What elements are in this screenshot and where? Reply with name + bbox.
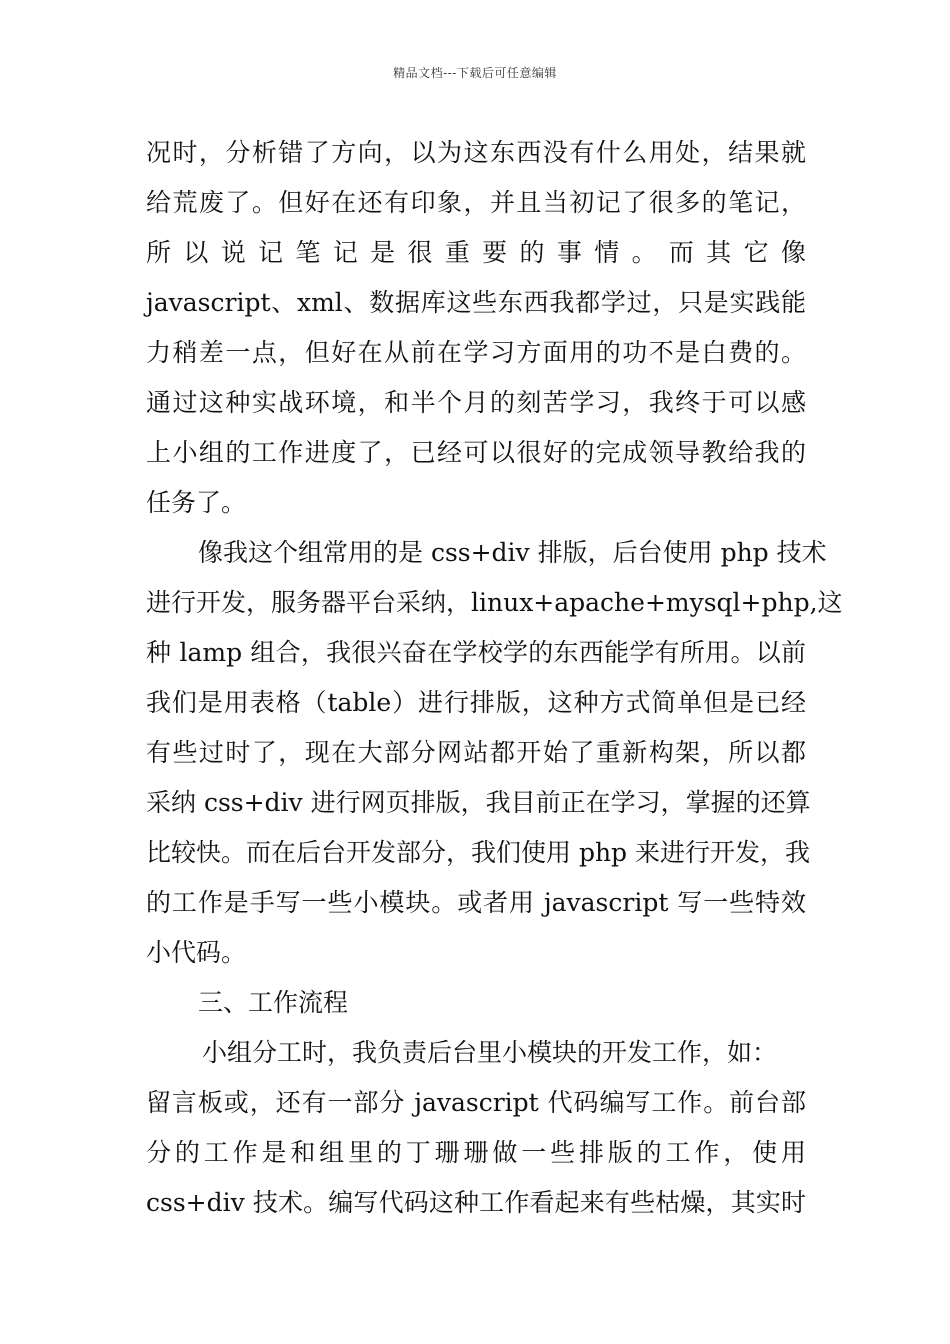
text-line: 我们是用表格（table）进行排版，这种方式简单但是已经 (146, 688, 806, 717)
text-line: 力稍差一点，但好在从前在学习方面用的功不是白费的。 (146, 338, 806, 367)
text-line: 任务了。 (146, 488, 247, 517)
paragraph-start-line: 小组分工时，我负责后台里小模块的开发工作，如： (202, 1038, 778, 1067)
text-line: 进行开发，服务器平台采纳，linux+apache+mysql+php,这 (146, 588, 843, 617)
paragraph-start-line: 像我这个组常用的是 css+div 排版，后台使用 php 技术 (198, 538, 827, 567)
text-line: 给荒废了。但好在还有印象，并且当初记了很多的笔记， (146, 188, 806, 217)
document-body (146, 128, 843, 1228)
text-line: javascript、xml、数据库这些东西我都学过，只是实践能 (146, 288, 806, 317)
text-line: 所以说记笔记是很重要的事情。而其它像 (146, 238, 806, 267)
page-header: 精品文档---下载后可任意编辑 (393, 66, 557, 80)
text-line: 有些过时了，现在大部分网站都开始了重新构架，所以都 (146, 738, 806, 767)
section-heading: 三、工作流程 (198, 988, 349, 1017)
text-line: 上小组的工作进度了，已经可以很好的完成领导教给我的 (146, 438, 806, 467)
text-line: 比较快。而在后台开发部分，我们使用 php 来进行开发，我 (146, 838, 811, 867)
text-line: 况时，分析错了方向，以为这东西没有什么用处，结果就 (146, 138, 806, 167)
text-line: 种 lamp 组合，我很兴奋在学校学的东西能学有所用。以前 (146, 638, 806, 667)
text-line: css+div 技术。编写代码这种工作看起来有些枯燥，其实时 (146, 1188, 806, 1217)
text-line: 小代码。 (146, 938, 247, 967)
text-line: 留言板或，还有一部分 javascript 代码编写工作。前台部 (146, 1088, 806, 1117)
text-line: 通过这种实战环境，和半个月的刻苦学习，我终于可以感 (146, 388, 806, 417)
text-line: 分的工作是和组里的丁珊珊做一些排版的工作，使用 (146, 1138, 806, 1167)
text-line: 采纳 css+div 进行网页排版，我目前正在学习，掌握的还算 (146, 788, 811, 817)
text-line: 的工作是手写一些小模块。或者用 javascript 写一些特效 (146, 888, 806, 917)
